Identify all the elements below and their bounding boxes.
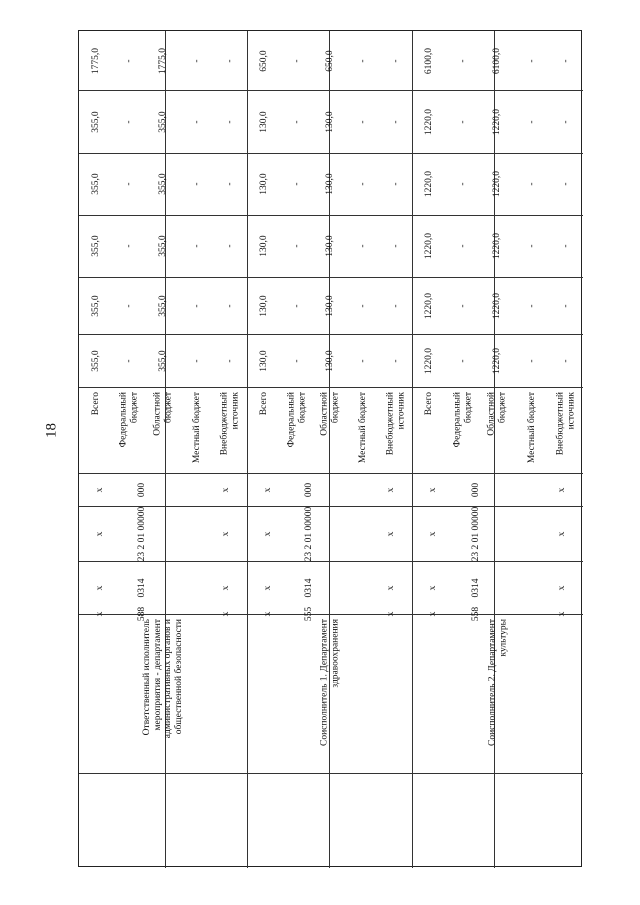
value-cell-text: 355,0: [90, 235, 101, 257]
value-cell: [247, 90, 280, 153]
code-cell-vr-text: 000: [470, 482, 481, 497]
value-cell-text: -: [458, 58, 469, 63]
code-cell-rzpr: [540, 561, 583, 614]
value-cell: [247, 153, 280, 215]
value-cell: [515, 277, 549, 334]
value-cell-text: -: [224, 58, 235, 63]
code-cell-vr: [412, 473, 455, 506]
source-cell-text: Федеральный бюджет: [118, 392, 140, 448]
value-cell: [379, 31, 412, 90]
funding-table: [78, 30, 582, 867]
value-cell: [213, 277, 247, 334]
code-cell-rzpr-text: 0314: [303, 578, 314, 597]
source-cell: [379, 387, 412, 473]
source-cell-text: Местный бюджет: [526, 392, 537, 464]
value-cell-text: -: [224, 182, 235, 186]
code-cell-rzpr-text: x: [262, 585, 273, 590]
value-cell: [213, 90, 247, 153]
code-cell-vr: [79, 473, 121, 506]
value-cell-text: 6100,0: [423, 47, 434, 74]
source-cell-text: Всего: [90, 392, 101, 416]
value-cell-text: -: [390, 182, 401, 186]
code-cell-rzpr-text: x: [94, 585, 105, 590]
value-cell: [247, 215, 280, 277]
code-cell-csr: [455, 506, 498, 561]
value-cell: [480, 90, 514, 153]
row-divider: [79, 773, 583, 774]
value-cell: [412, 277, 446, 334]
source-cell-text: Местный бюджет: [357, 392, 368, 464]
value-cell-text: -: [390, 358, 401, 363]
value-cell-text: -: [124, 58, 135, 63]
value-cell-text: 130,0: [324, 110, 335, 133]
value-cell: [247, 334, 280, 387]
value-cell: [280, 215, 313, 277]
code-cell-rzpr: [205, 561, 247, 614]
value-cell: [113, 153, 147, 215]
value-cell: [213, 215, 247, 277]
code-cell-csr-text: 23 2 01 00000: [136, 506, 147, 561]
value-cell-text: -: [458, 358, 469, 363]
code-cell-csr-text: x: [262, 531, 273, 536]
source-cell: [146, 387, 180, 473]
code-cell-grbs-text: x: [386, 611, 397, 617]
source-cell-text: Внебюджетный источник: [385, 392, 406, 456]
source-cell-text: Внебюджетный источник: [555, 392, 576, 456]
value-cell: [79, 334, 113, 387]
source-cell-text: Областной бюджет: [486, 392, 508, 436]
source-cell: [247, 387, 280, 473]
value-cell-text: 1220,0: [423, 232, 434, 260]
source-cell-text: Областной бюджет: [152, 392, 173, 436]
value-cell-text: -: [390, 58, 401, 63]
code-cell-vr: [163, 473, 205, 506]
code-cell-csr-text: x: [386, 531, 397, 536]
value-cell: [113, 215, 147, 277]
value-cell: [346, 334, 379, 387]
value-cell-text: -: [526, 182, 537, 186]
value-cell: [346, 153, 379, 215]
value-cell: [313, 90, 346, 153]
value-cell-text: -: [224, 119, 235, 124]
code-cell-vr-text: x: [262, 487, 273, 492]
value-cell: [480, 153, 514, 215]
code-cell-rzpr-text: x: [428, 585, 439, 590]
code-cell-vr-text: x: [386, 487, 397, 492]
value-cell-text: 1220,0: [423, 292, 434, 319]
value-cell-text: 355,0: [157, 294, 168, 317]
value-cell-text: 130,0: [258, 173, 269, 195]
code-cell-csr: [205, 506, 247, 561]
code-cell-csr: [121, 506, 163, 561]
value-cell: [379, 90, 412, 153]
code-cell-vr-text: 000: [136, 482, 147, 497]
value-cell-text: -: [458, 303, 469, 308]
value-cell: [346, 90, 379, 153]
value-cell-text: -: [526, 119, 537, 124]
code-cell-rzpr: [79, 561, 121, 614]
value-cell-text: -: [191, 358, 202, 363]
source-cell-text: Федеральный бюджет: [286, 392, 307, 448]
value-cell: [113, 90, 147, 153]
value-cell: [146, 334, 180, 387]
value-cell-text: -: [191, 244, 202, 248]
page-number: 18: [43, 423, 60, 438]
source-cell: [213, 387, 247, 473]
value-cell-text: 6100,0: [492, 47, 503, 74]
value-cell: [313, 153, 346, 215]
source-cell: [480, 387, 514, 473]
value-cell-text: 355,0: [157, 110, 168, 133]
value-cell: [79, 90, 113, 153]
value-cell: [313, 277, 346, 334]
value-cell: [213, 153, 247, 215]
value-cell: [412, 153, 446, 215]
source-cell: [313, 387, 346, 473]
value-cell-text: -: [526, 244, 537, 248]
code-cell-csr-text: x: [94, 531, 105, 536]
value-cell-text: -: [390, 303, 401, 308]
value-cell: [412, 215, 446, 277]
value-cell-text: 1220,0: [492, 232, 503, 260]
value-cell: [247, 31, 280, 90]
code-cell-rzpr-text: 0314: [470, 578, 481, 597]
executor-cell: [247, 611, 412, 773]
value-cell-text: 355,0: [90, 349, 101, 372]
value-cell: [480, 334, 514, 387]
code-cell-vr-text: x: [220, 487, 231, 492]
value-cell: [280, 90, 313, 153]
value-cell-text: -: [191, 303, 202, 308]
code-cell-vr: [121, 473, 163, 506]
value-cell-text: -: [124, 358, 135, 363]
value-cell-text: -: [390, 119, 401, 124]
value-cell: [180, 31, 214, 90]
code-cell-grbs-text: 558: [470, 606, 481, 622]
code-cell-grbs-text: 555: [303, 606, 314, 622]
source-cell-text: Областной бюджет: [319, 392, 340, 436]
value-cell: [549, 90, 583, 153]
code-cell-rzpr: [247, 561, 288, 614]
value-cell-text: 1220,0: [423, 170, 434, 198]
code-cell-vr: [330, 473, 371, 506]
source-cell: [346, 387, 379, 473]
source-cell: [549, 387, 583, 473]
source-cell: [79, 387, 113, 473]
value-cell: [446, 215, 480, 277]
code-cell-vr: [247, 473, 288, 506]
value-cell: [515, 90, 549, 153]
value-cell-text: -: [560, 358, 571, 363]
value-cell-text: -: [191, 58, 202, 63]
value-cell-text: -: [390, 244, 401, 248]
value-cell: [280, 31, 313, 90]
value-cell-text: 1775,0: [90, 47, 101, 74]
value-cell: [146, 90, 180, 153]
value-cell: [549, 31, 583, 90]
value-cell-text: -: [191, 119, 202, 124]
code-cell-rzpr-text: x: [220, 585, 231, 590]
value-cell: [549, 334, 583, 387]
value-cell-text: -: [526, 358, 537, 363]
code-cell-vr: [288, 473, 329, 506]
code-cell-csr: [330, 506, 371, 561]
value-cell: [480, 31, 514, 90]
code-cell-csr: [163, 506, 205, 561]
value-cell: [180, 153, 214, 215]
code-cell-csr: [412, 506, 455, 561]
value-cell: [446, 153, 480, 215]
code-cell-vr: [205, 473, 247, 506]
source-cell-text: Федеральный бюджет: [452, 392, 474, 448]
code-cell-rzpr-text: x: [556, 585, 567, 590]
code-cell-vr: [498, 473, 541, 506]
value-cell: [313, 31, 346, 90]
value-cell: [346, 215, 379, 277]
value-cell: [113, 31, 147, 90]
value-cell-text: -: [224, 244, 235, 248]
value-cell-text: 355,0: [157, 349, 168, 372]
code-cell-rzpr-text: 0314: [136, 578, 147, 597]
value-cell: [180, 277, 214, 334]
code-cell-csr: [371, 506, 412, 561]
code-cell-csr-text: x: [220, 531, 231, 536]
code-cell-vr-text: x: [556, 487, 567, 492]
value-cell-text: -: [560, 244, 571, 248]
source-cell-text: Местный бюджет: [191, 392, 202, 464]
code-cell-csr: [79, 506, 121, 561]
code-cell-csr: [540, 506, 583, 561]
code-cell-rzpr: [163, 561, 205, 614]
value-cell: [446, 277, 480, 334]
value-cell-text: -: [357, 303, 368, 308]
value-cell: [549, 277, 583, 334]
value-cell-text: 1775,0: [157, 47, 168, 74]
code-cell-grbs-text: x: [94, 611, 105, 617]
value-cell: [480, 277, 514, 334]
code-cell-rzpr: [330, 561, 371, 614]
value-cell-text: 130,0: [324, 173, 335, 195]
value-cell-text: 355,0: [90, 173, 101, 195]
source-cell-text: Всего: [423, 392, 434, 416]
code-cell-csr: [247, 506, 288, 561]
value-cell-text: -: [560, 303, 571, 308]
code-cell-csr-text: x: [428, 531, 439, 536]
value-cell-text: -: [124, 303, 135, 308]
value-cell-text: -: [458, 182, 469, 186]
value-cell-text: 130,0: [258, 349, 269, 372]
value-cell: [247, 277, 280, 334]
value-cell: [379, 277, 412, 334]
code-cell-csr-text: 23 2 01 00000: [303, 506, 314, 561]
value-cell-text: -: [191, 182, 202, 186]
source-cell: [180, 387, 214, 473]
value-cell: [412, 31, 446, 90]
code-cell-csr-text: 23 2 01 00000: [470, 506, 481, 561]
code-cell-csr-text: x: [556, 531, 567, 536]
value-cell: [180, 215, 214, 277]
value-cell: [79, 215, 113, 277]
code-cell-grbs-text: x: [428, 611, 439, 617]
value-cell-text: -: [526, 58, 537, 63]
code-cell-vr-text: x: [428, 487, 439, 492]
value-cell: [346, 277, 379, 334]
value-cell-text: 130,0: [324, 349, 335, 372]
value-cell: [515, 215, 549, 277]
value-cell: [146, 153, 180, 215]
value-cell-text: -: [357, 182, 368, 186]
value-cell: [180, 90, 214, 153]
value-cell: [379, 153, 412, 215]
executor-cell: [79, 611, 247, 773]
value-cell: [446, 90, 480, 153]
value-cell: [79, 153, 113, 215]
value-cell: [113, 334, 147, 387]
value-cell: [515, 334, 549, 387]
value-cell-text: -: [560, 119, 571, 124]
value-cell-text: 1220,0: [492, 347, 503, 374]
value-cell-text: 355,0: [90, 110, 101, 133]
value-cell-text: -: [224, 303, 235, 308]
executor-cell: [412, 611, 583, 773]
value-cell: [79, 31, 113, 90]
executor-cell-text: Ответственный исполнитель мероприятия - департамент административных органов и общественной безопасности: [142, 618, 184, 738]
code-cell-csr: [498, 506, 541, 561]
value-cell: [213, 31, 247, 90]
value-cell-text: -: [291, 244, 302, 248]
value-cell: [515, 31, 549, 90]
value-cell: [346, 31, 379, 90]
value-cell-text: 1220,0: [492, 292, 503, 319]
value-cell-text: -: [291, 182, 302, 186]
value-cell-text: 1220,0: [423, 108, 434, 135]
value-cell: [280, 153, 313, 215]
value-cell: [379, 334, 412, 387]
value-cell-text: -: [224, 358, 235, 363]
source-cell: [412, 387, 446, 473]
value-cell-text: -: [526, 303, 537, 308]
value-cell: [549, 153, 583, 215]
value-cell: [446, 334, 480, 387]
code-cell-vr-text: 000: [303, 482, 314, 497]
value-cell: [280, 277, 313, 334]
code-cell-vr: [455, 473, 498, 506]
value-cell-text: 1220,0: [423, 347, 434, 374]
value-cell: [446, 31, 480, 90]
value-cell-text: -: [124, 182, 135, 186]
code-cell-rzpr-text: x: [386, 585, 397, 590]
value-cell-text: 355,0: [157, 235, 168, 257]
value-cell-text: -: [291, 358, 302, 363]
value-cell: [180, 334, 214, 387]
source-cell: [113, 387, 147, 473]
value-cell-text: 1220,0: [492, 108, 503, 135]
value-cell: [549, 215, 583, 277]
value-cell-text: 130,0: [258, 235, 269, 257]
value-cell-text: 130,0: [258, 294, 269, 317]
code-cell-grbs-text: x: [220, 611, 231, 617]
value-cell-text: 130,0: [324, 294, 335, 317]
source-cell-text: Внебюджетный источник: [219, 392, 241, 456]
value-cell: [412, 334, 446, 387]
value-cell-text: -: [291, 58, 302, 63]
code-cell-vr-text: x: [94, 487, 105, 492]
value-cell: [313, 334, 346, 387]
code-cell-vr: [540, 473, 583, 506]
value-cell: [313, 215, 346, 277]
code-cell-vr: [371, 473, 412, 506]
code-cell-csr: [288, 506, 329, 561]
code-cell-grbs-text: x: [262, 611, 273, 617]
value-cell: [280, 334, 313, 387]
value-cell: [379, 215, 412, 277]
value-cell-text: -: [357, 58, 368, 63]
value-cell-text: 1220,0: [492, 170, 503, 198]
value-cell-text: -: [291, 119, 302, 124]
value-cell: [79, 277, 113, 334]
value-cell: [146, 277, 180, 334]
value-cell-text: 650,0: [324, 49, 335, 72]
value-cell: [146, 215, 180, 277]
source-cell: [280, 387, 313, 473]
executor-cell-text: Соисполнитель 2. Департамент культуры: [487, 618, 508, 746]
value-cell-text: -: [357, 119, 368, 124]
code-cell-grbs-text: 588: [136, 606, 147, 622]
value-cell-text: 130,0: [324, 235, 335, 257]
value-cell-text: 355,0: [157, 173, 168, 195]
source-cell: [515, 387, 549, 473]
source-cell: [446, 387, 480, 473]
value-cell-text: -: [458, 119, 469, 124]
value-cell-text: 130,0: [258, 110, 269, 133]
value-cell: [412, 90, 446, 153]
value-cell-text: -: [458, 244, 469, 248]
code-cell-rzpr: [498, 561, 541, 614]
source-cell-text: Всего: [258, 392, 269, 416]
value-cell: [146, 31, 180, 90]
value-cell-text: -: [124, 119, 135, 124]
value-cell: [480, 215, 514, 277]
code-cell-rzpr: [371, 561, 412, 614]
value-cell-text: -: [291, 303, 302, 308]
value-cell-text: 650,0: [258, 49, 269, 72]
value-cell-text: -: [357, 244, 368, 248]
value-cell-text: -: [560, 182, 571, 186]
value-cell-text: -: [124, 244, 135, 248]
value-cell: [515, 153, 549, 215]
value-cell-text: -: [357, 358, 368, 363]
value-cell: [213, 334, 247, 387]
code-cell-rzpr: [412, 561, 455, 614]
code-cell-grbs-text: x: [556, 611, 567, 617]
value-cell-text: -: [560, 58, 571, 63]
executor-cell-text: Соисполнитель 1. Департамент здравоохранения: [319, 618, 340, 746]
value-cell: [113, 277, 147, 334]
value-cell-text: 355,0: [90, 294, 101, 317]
